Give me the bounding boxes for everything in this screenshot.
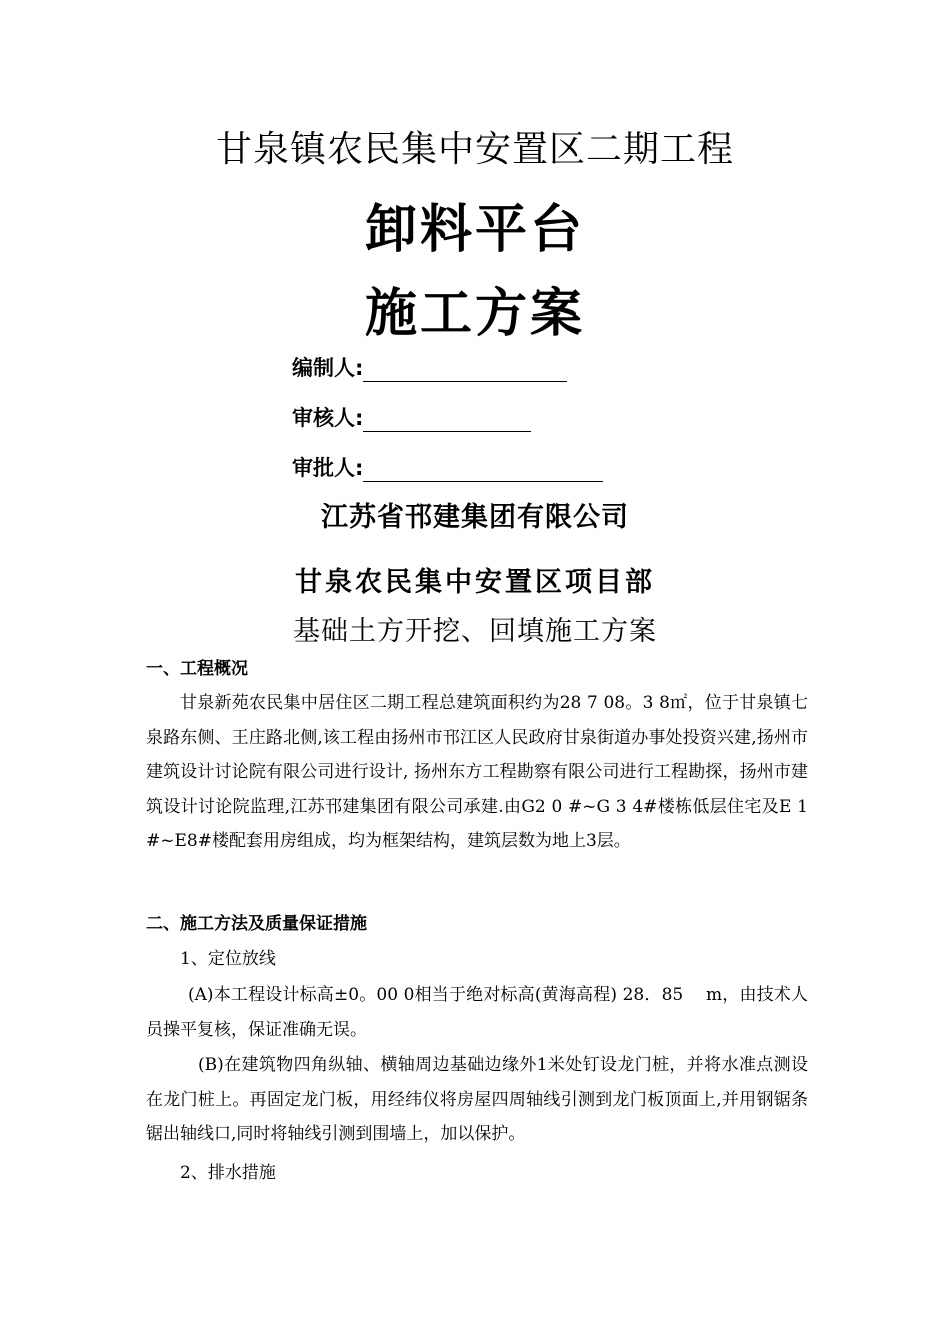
plan-subtitle: 基础土方开挖、回填施工方案 xyxy=(293,616,657,647)
item-b-paragraph: (B)在建筑物四角纵轴、横轴周边基础边缘外1米处钉设龙门桩，并将水准点测设在龙门桩上。再固定龙门板，用经纬仪将房屋四周轴线引测到龙门板顶面上,并用钢锯条锯出轴线口,同时将轴线引测到围墙上，加以保护。 xyxy=(146,1055,808,1144)
approver-label: 审批人: xyxy=(292,456,364,480)
compiler-signature xyxy=(292,354,567,382)
subsection2-title: 2、排水措施 xyxy=(180,1163,276,1183)
subsection1-title: 1、定位放线 xyxy=(180,949,276,969)
company-name: 江苏省邗建集团有限公司 xyxy=(321,502,629,533)
item-a-paragraph: (A)本工程设计标高±0。00 0相当于绝对标高(黄海高程) 28．85 m，由技术人员操平复核，保证准确无误。 xyxy=(146,985,808,1040)
document-title-line2: 施工方案 xyxy=(364,283,585,344)
approver-blank-line xyxy=(363,459,603,482)
document-title-line1: 卸料平台 xyxy=(364,199,585,260)
section2-heading: 二、施工方法及质量保证措施 xyxy=(146,914,367,934)
project-department: 甘泉农民集中安置区项目部 xyxy=(295,567,655,598)
section1-heading: 一、工程概况 xyxy=(146,659,248,679)
reviewer-label: 审核人: xyxy=(292,406,364,430)
reviewer-signature xyxy=(292,404,531,432)
approver-signature xyxy=(292,454,603,482)
reviewer-blank-line xyxy=(363,409,531,432)
compiler-blank-line xyxy=(363,359,567,382)
compiler-label: 编制人: xyxy=(292,356,364,380)
section1-paragraph: 甘泉新苑农民集中居住区二期工程总建筑面积约为28 7 08。3 8㎡，位于甘泉镇七泉路东侧、王庄路北侧,该工程由扬州市邗江区人民政府甘泉街道办事处投资兴建,扬州市建筑设计讨论院有限公司进行设计, 扬州东方工程勘察有限公司进行工程勘探，扬州市建筑设计讨论院监理,江苏邗建集团有限公司承建.由G2 0 #~G 3 4#楼栋低层住宅及E 1 #~E8#楼配套用房组成，均为框架结构，建筑层数为地上3层。 xyxy=(146,693,808,851)
project-title: 甘泉镇农民集中安置区二期工程 xyxy=(215,129,734,170)
